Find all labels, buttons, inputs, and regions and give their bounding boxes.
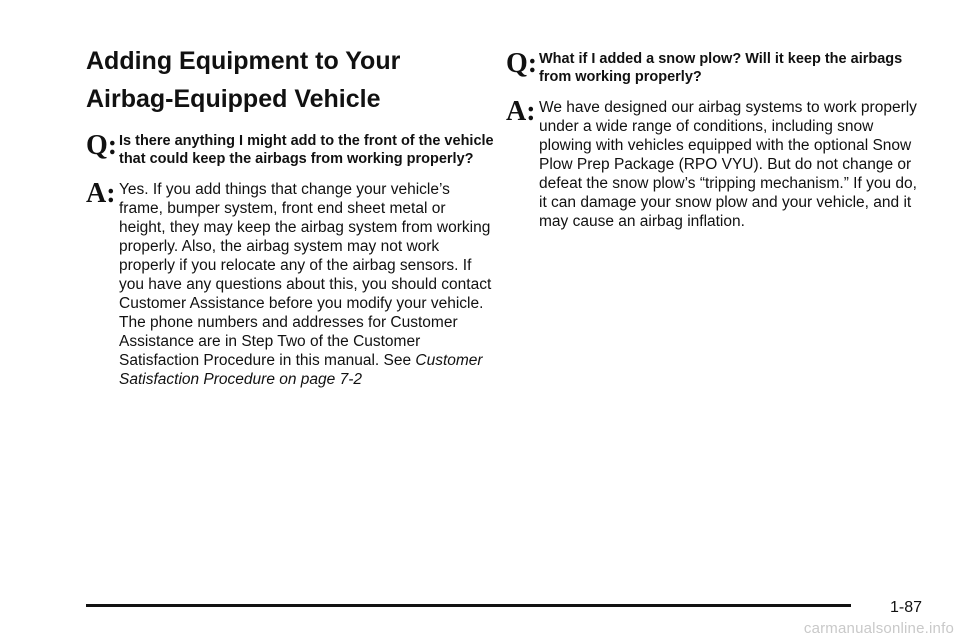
- cross-reference-link[interactable]: Customer Satisfaction Procedure on page 7-2: [119, 352, 483, 388]
- answer-1-body: [119, 180, 496, 389]
- question-2-marker: Q:: [506, 48, 538, 79]
- question-2-text: What if I added a snow plow? Will it keep the airbags from working properly?: [539, 51, 903, 85]
- section-title-line-1: Adding Equipment to Your: [86, 47, 401, 75]
- right-column: [506, 50, 926, 243]
- answer-1: [86, 180, 496, 389]
- page-number: 1-87: [890, 599, 923, 616]
- answer-1-marker: A:: [86, 178, 116, 209]
- section-title: [86, 42, 496, 118]
- answer-1-text: Yes. If you add things that change your vehicle’s frame, bumper system, front end sheet metal or height, they may keep the airbag system from working properly. Also, the airbag system may not work properly if you relocate any of the airbag sensors. If you have any questions about this, you should contact Customer Assistance before you modify your vehicle. The phone numbers and addresses for Customer Assistance are in Step Two of the Customer Satisfaction Procedure in this manual. See: [119, 181, 492, 369]
- answer-2-marker: A:: [506, 96, 536, 127]
- answer-2-text: We have designed our airbag systems to work properly under a wide range of conditions, including snow plowing with vehicles equipped with the optional Snow Plow Prep Package (RPO VYU). But do not change or defeat the snow plow’s “tripping mechanism.” If you do, it can damage your snow plow and your vehicle, and it may cause an airbag inflation.: [539, 99, 917, 230]
- question-2: [506, 50, 926, 86]
- footer-rule: [86, 604, 851, 607]
- section-title-line-2: Airbag-Equipped Vehicle: [86, 85, 381, 113]
- watermark: carmanualsonline.info: [803, 620, 954, 637]
- question-1: [86, 132, 496, 168]
- left-column: [86, 42, 496, 401]
- question-1-text: Is there anything I might add to the front of the vehicle that could keep the airbags from working properly?: [119, 133, 494, 167]
- answer-2: [506, 98, 926, 231]
- question-1-marker: Q:: [86, 130, 118, 161]
